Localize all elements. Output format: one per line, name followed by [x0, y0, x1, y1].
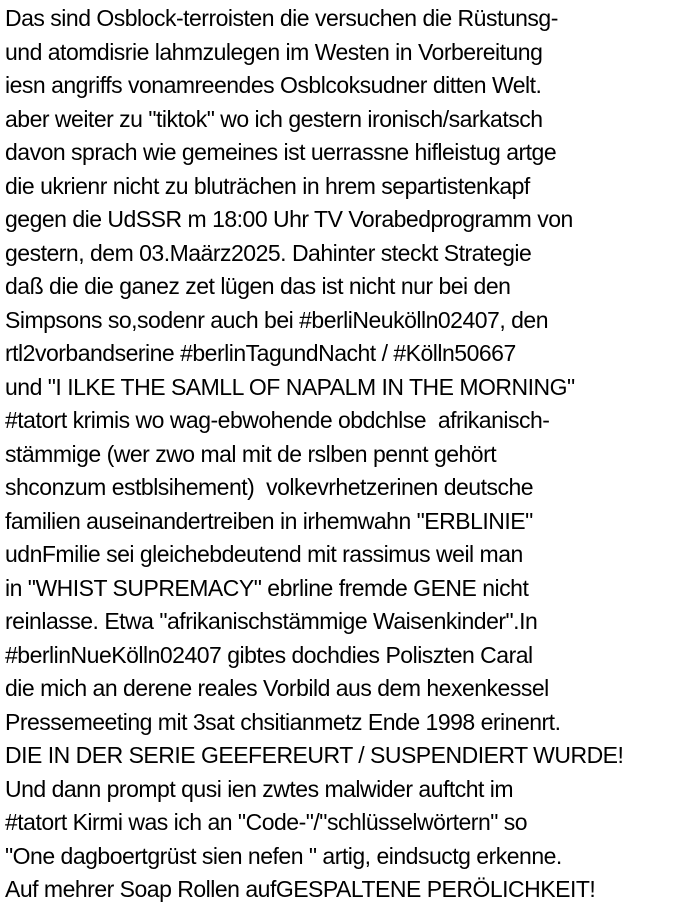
text-line: shconzum estblsihement) volkevrhetzerinen deutsche — [5, 474, 534, 500]
text-line: gestern, dem 03.Maärz2025. Dahinter steckt Strategie — [5, 239, 532, 266]
text-line: DIE IN DER SERIE GEEFEREURT / SUSPENDIERT WURDE! — [5, 742, 624, 768]
text-line: die ukrienr nicht zu bluträchen in hrem separtistenkapf — [5, 172, 530, 199]
text-line: reinlasse. Etwa "afrikanischstämmige Waisenkinder".In — [5, 608, 538, 634]
text-line: udnFmilie sei gleichebdeutend mit rassimus weil man — [5, 541, 523, 567]
text-line: Und dann prompt qusi ien zwtes malwider auftcht im — [5, 775, 514, 802]
text-line: Simpsons so,sodenr auch bei #berliNeukölln02407, den — [5, 306, 548, 333]
text-line: "One dagboertgrüst sien nefen " artig, eindsuctg erkenne. — [5, 842, 562, 869]
text-line: #tatort Kirmi was ich an "Code-"/"schlüsselwörtern" so — [5, 809, 528, 835]
text-line: #tatort krimis wo wag-ebwohende obdchlse afrikanisch- — [5, 407, 550, 433]
text-line: daß die die ganez zet lügen das ist nicht nur bei den — [5, 273, 511, 299]
document-text — [5, 2, 623, 907]
text-line: Auf mehrer Soap Rollen aufGESPALTENE PERÖLICHKEIT! — [5, 876, 596, 902]
text-line: aber weiter zu "tiktok" wo ich gestern ironisch/sarkatsch — [5, 105, 543, 132]
text-line: und atomdisrie lahmzulegen im Westen in Vorbereitung — [5, 38, 543, 65]
text-line: familien auseinandertreiben in irhemwahn "ERBLINIE" — [5, 507, 533, 534]
text-line: Das sind Osblock-terroisten die versuchen die Rüstunsg- — [5, 5, 558, 31]
text-line: rtl2vorbandserine #berlinTagundNacht / #Kölln50667 — [5, 340, 516, 366]
text-line: iesn angriffs vonamreendes Osblcoksudner ditten Welt. — [5, 72, 542, 98]
text-line: #berlinNueKölln02407 gibtes dochdies Poliszten Caral — [5, 641, 533, 668]
text-line: in "WHIST SUPREMACY" ebrline fremde GENE nicht — [5, 574, 529, 601]
text-line: die mich an derene reales Vorbild aus dem hexenkessel — [5, 675, 549, 701]
text-line: gegen die UdSSR m 18:00 Uhr TV Vorabedprogramm von — [5, 206, 573, 232]
text-line: Pressemeeting mit 3sat chsitianmetz Ende 1998 erinenrt. — [5, 708, 561, 735]
text-line: stämmige (wer zwo mal mit de rslben pennt gehört — [5, 440, 497, 467]
text-line: und "I ILKE THE SAMLL OF NAPALM IN THE MORNING" — [5, 373, 575, 400]
text-line: davon sprach wie gemeines ist uerrassne hifleistug artge — [5, 139, 557, 165]
